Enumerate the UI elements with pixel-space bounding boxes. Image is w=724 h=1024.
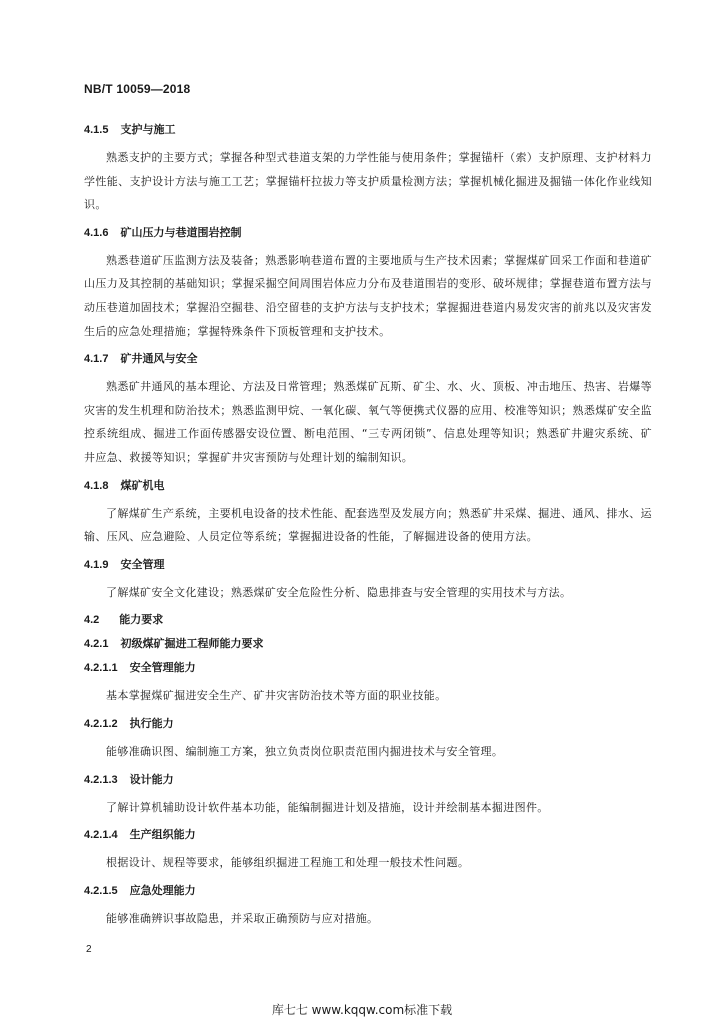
section-4-2 bbox=[84, 612, 652, 628]
section-title: 生产组织能力 bbox=[129, 828, 196, 842]
section-text: 能够准确识图、编制施工方案，独立负责岗位职责范围内掘进技术与安全管理。 bbox=[106, 744, 504, 758]
section-text: 基本掌握煤矿掘进安全生产、矿井灾害防治技术等方面的职业技能。 bbox=[106, 689, 447, 703]
section-title: 能力要求 bbox=[119, 613, 164, 627]
section-heading bbox=[84, 612, 652, 628]
section-number: 4.2.1.4 bbox=[84, 829, 118, 842]
section-heading bbox=[84, 772, 652, 788]
section-number: 4.1.9 bbox=[84, 558, 109, 571]
section-heading bbox=[84, 827, 652, 843]
section-title: 执行能力 bbox=[129, 716, 174, 730]
section-4-1-9 bbox=[84, 557, 652, 605]
section-heading bbox=[84, 478, 652, 494]
section-number: 4.2 bbox=[84, 614, 100, 627]
section-heading bbox=[84, 716, 652, 732]
section-title: 安全管理能力 bbox=[129, 661, 196, 675]
section-title: 支护与施工 bbox=[120, 123, 176, 136]
section-title: 煤矿机电 bbox=[120, 478, 165, 492]
document-code: NB/T 10059—2018 bbox=[84, 82, 191, 96]
section-heading bbox=[84, 636, 652, 652]
section-title: 设计能力 bbox=[129, 772, 174, 786]
section-title: 矿山压力与巷道围岩控制 bbox=[120, 225, 242, 239]
section-text: 了解煤矿生产系统，主要机电设备的技术性能、配套选型及发展方向；熟悉矿井采煤、掘进、通风、排水、运输、压风、应急避险、人员定位等系统；掌握掘进设备的性能，了解掘进设备的使用方法。 bbox=[84, 506, 652, 544]
section-number: 4.1.6 bbox=[84, 226, 109, 239]
section-4-1-5 bbox=[84, 122, 652, 217]
section-heading bbox=[84, 660, 652, 676]
section-text: 熟悉支护的主要方式；掌握各种型式巷道支架的力学性能与使用条件；掌握锚杆（索）支护原理、支护材料力学性能、支护设计方法与施工工艺；掌握锚杆拉拔力等支护质量检测方法；掌握机械化掘进及掘锚一体化作业线知识。 bbox=[84, 151, 652, 212]
section-4-1-7 bbox=[84, 351, 652, 469]
section-title: 初级煤矿掘进工程师能力要求 bbox=[120, 637, 264, 651]
section-4-2-1 bbox=[84, 636, 652, 652]
page-number: 2 bbox=[86, 944, 92, 955]
section-heading bbox=[84, 122, 652, 138]
section-text: 了解计算机辅助设计软件基本功能，能编制掘进计划及措施，设计并绘制基本掘进图件。 bbox=[106, 800, 549, 814]
section-4-2-1-2 bbox=[84, 716, 652, 764]
section-heading bbox=[84, 883, 652, 899]
section-number: 4.2.1.3 bbox=[84, 773, 118, 786]
section-text: 熟悉巷道矿压监测方法及装备；熟悉影响巷道布置的主要地质与生产技术因素；掌握煤矿回采工作面和巷道矿山压力及其控制的基础知识；掌握采掘空间周围岩体应力分布及巷道围岩的变形、破坏规律；掌握巷道布置方法与动压巷道加固技术；掌握沿空掘巷、沿空留巷的支护方法与支护技术；掌握掘进巷道内易发灾害的前兆以及灾害发生后的应急处理措施；掌握特殊条件下顶板管理和支护技术。 bbox=[84, 253, 652, 338]
footer-watermark: 库七七 www.kqqw.com标准下载 bbox=[271, 1003, 453, 1017]
section-heading bbox=[84, 557, 652, 573]
section-number: 4.2.1 bbox=[84, 638, 109, 651]
section-text: 能够准确辨识事故隐患，并采取正确预防与应对措施。 bbox=[106, 911, 379, 925]
section-4-2-1-4 bbox=[84, 827, 652, 875]
document-body bbox=[84, 122, 652, 938]
section-number: 4.1.5 bbox=[84, 124, 109, 136]
section-text: 熟悉矿井通风的基本理论、方法及日常管理；熟悉煤矿瓦斯、矿尘、水、火、顶板、冲击地压、热害、岩爆等灾害的发生机理和防治技术；熟悉监测甲烷、一氧化碳、氧气等便携式仪器的应用、校准等知识；熟悉煤矿安全监控系统组成、掘进工作面传感器安设位置、断电范围、“三专两闭锁”、信息处理等知识；熟悉矿井避灾系统、矿井应急、救援等知识；掌握矿井灾害预防与处理计划的编制知识。 bbox=[84, 380, 652, 464]
section-4-2-1-5 bbox=[84, 883, 652, 931]
section-heading bbox=[84, 351, 652, 367]
section-number: 4.1.8 bbox=[84, 479, 109, 492]
section-4-2-1-1 bbox=[84, 660, 652, 708]
section-title: 安全管理 bbox=[120, 557, 165, 571]
section-text: 根据设计、规程等要求，能够组织掘进工程施工和处理一般技术性问题。 bbox=[106, 856, 470, 870]
section-heading bbox=[84, 225, 652, 241]
section-title: 矿井通风与安全 bbox=[120, 352, 198, 366]
section-title: 应急处理能力 bbox=[129, 883, 196, 897]
section-4-1-8 bbox=[84, 478, 652, 549]
section-number: 4.2.1.5 bbox=[84, 884, 118, 897]
section-number: 4.1.7 bbox=[84, 353, 109, 366]
section-4-1-6 bbox=[84, 225, 652, 343]
section-text: 了解煤矿安全文化建设；熟悉煤矿安全危险性分析、隐患排查与安全管理的实用技术与方法。 bbox=[106, 585, 572, 599]
section-number: 4.2.1.2 bbox=[84, 717, 118, 730]
section-4-2-1-3 bbox=[84, 772, 652, 820]
section-number: 4.2.1.1 bbox=[84, 662, 118, 675]
